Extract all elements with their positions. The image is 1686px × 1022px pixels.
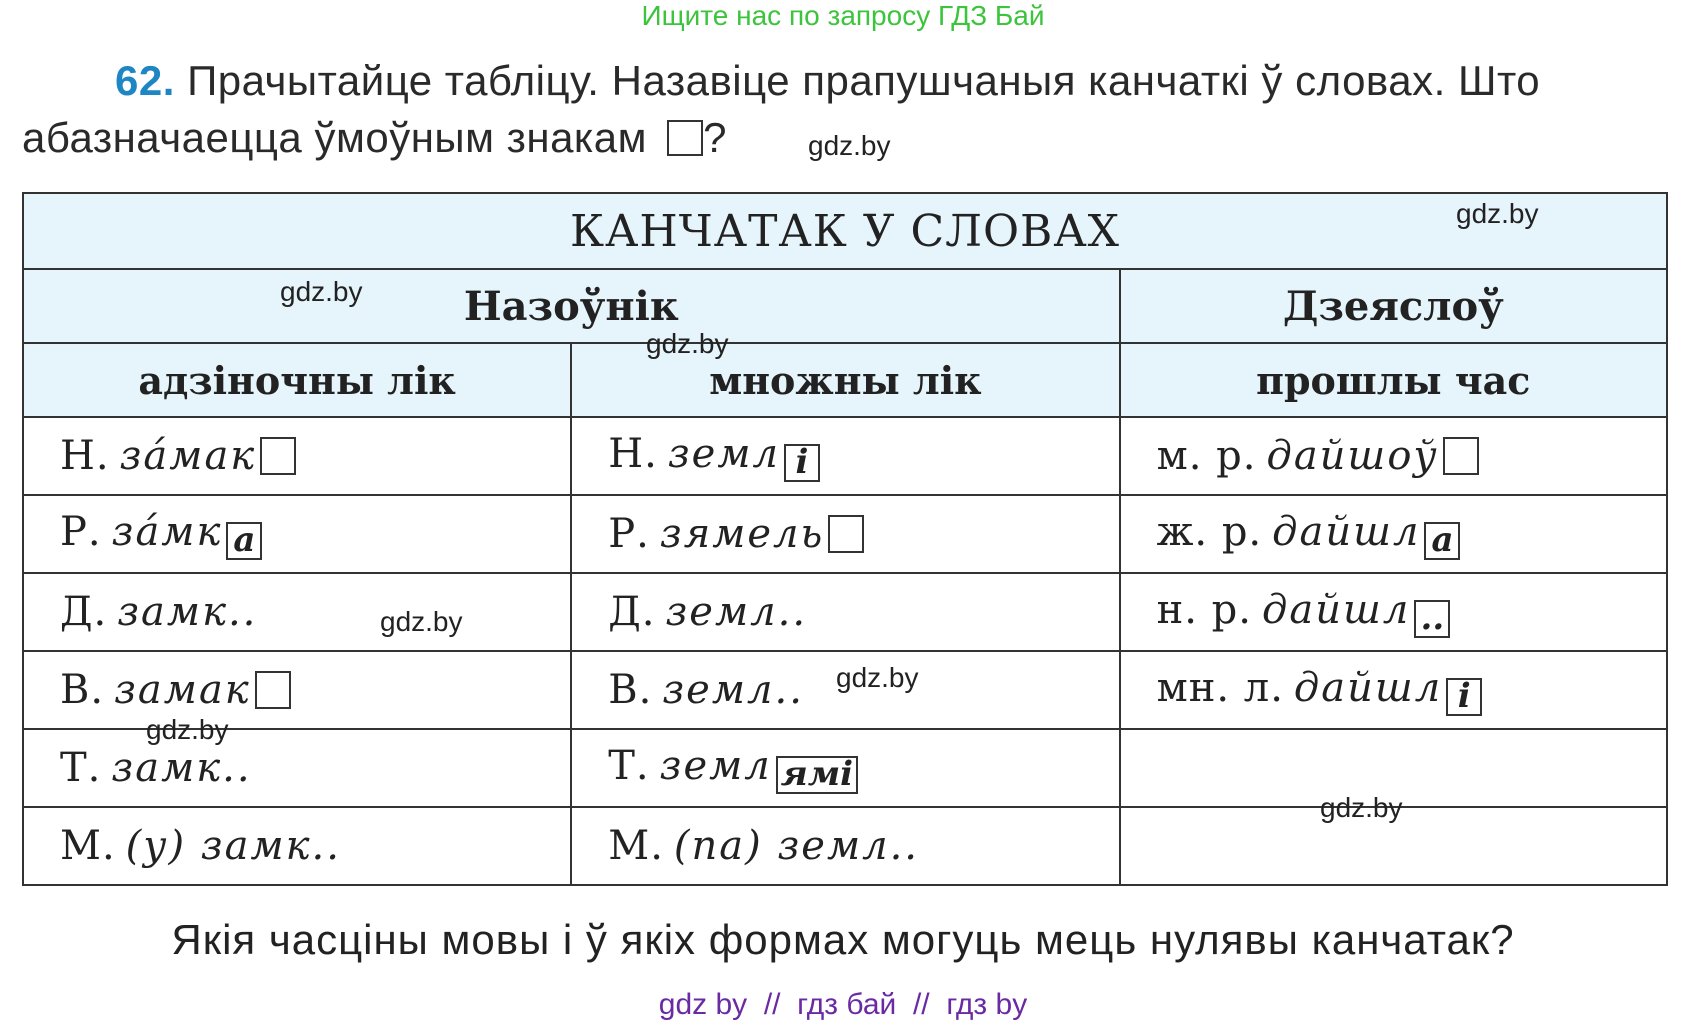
watermark: gdz.by	[836, 662, 919, 693]
gender-label: н. р.	[1156, 586, 1253, 633]
singular-header: адзіночны лік	[23, 343, 571, 417]
verb-cell	[1120, 417, 1667, 495]
plural-cell	[571, 573, 1119, 651]
case-label: Д.	[60, 589, 108, 635]
table-row	[23, 807, 1667, 885]
case-label: Т.	[60, 745, 102, 791]
singular-cell	[23, 417, 571, 495]
endings-table	[22, 192, 1668, 886]
verb-header: Дзеяслоў	[1120, 269, 1667, 343]
task-number: 62.	[115, 57, 175, 104]
table-row	[23, 573, 1667, 651]
plural-cell	[571, 807, 1119, 885]
watermark: gdz.by	[808, 130, 891, 161]
word: земл	[659, 742, 772, 789]
case-label: Н.	[60, 433, 110, 479]
case-label: Р.	[60, 508, 102, 555]
case-label: Т.	[608, 742, 650, 789]
task-text-after: ?	[703, 114, 727, 161]
noun-header: Назоўнік	[23, 269, 1120, 343]
gender-label: м. р.	[1156, 433, 1257, 479]
ending-box: а	[1424, 522, 1460, 560]
singular-cell	[23, 495, 571, 573]
word: замк..	[111, 745, 252, 791]
task-text-before: Прачытайце табліцу. Назавіце прапушчаныя канчаткі ў словах. Што абазначаецца ўмоўным знакам	[22, 57, 1541, 161]
plural-header: множны лік	[571, 343, 1119, 417]
case-label: Н.	[608, 430, 658, 477]
question-text: Якія часціны мовы і ў якіх формах могуць мець нулявы канчатак?	[171, 916, 1515, 963]
case-label: Р.	[608, 511, 650, 557]
verb-cell	[1120, 573, 1667, 651]
case-label: В.	[608, 667, 653, 713]
gender-label: ж. р.	[1156, 508, 1263, 555]
word: дайшоў	[1266, 433, 1439, 479]
watermark: gdz.by	[380, 606, 463, 637]
plural-cell	[571, 417, 1119, 495]
ending-box: ..	[1414, 600, 1450, 638]
word: дайшл	[1293, 664, 1443, 711]
case-label: Д.	[608, 589, 656, 635]
word: земл..	[665, 589, 808, 635]
verb-cell	[1120, 651, 1667, 729]
singular-cell	[23, 651, 571, 729]
case-label: М.	[608, 823, 664, 869]
gender-label: мн. л.	[1156, 664, 1284, 711]
word: за́мак	[119, 433, 257, 479]
word: за́мк	[111, 508, 223, 555]
word: земл..	[662, 667, 804, 713]
word: (па) земл..	[673, 823, 920, 869]
ending-box: і	[784, 444, 820, 482]
word: замак	[114, 667, 251, 713]
word: замк..	[117, 589, 258, 635]
singular-cell	[23, 573, 571, 651]
watermark: gdz.by	[280, 276, 363, 307]
watermark: gdz.by	[146, 714, 229, 745]
watermark: gdz.by	[1320, 792, 1403, 823]
empty-box-icon	[667, 120, 703, 156]
table-row	[23, 495, 1667, 573]
word: дайшл	[1262, 586, 1411, 633]
verb-cell	[1120, 495, 1667, 573]
ending-box	[828, 515, 864, 553]
case-label: М.	[60, 823, 116, 869]
ending-box	[1443, 437, 1479, 475]
word: дайшл	[1272, 508, 1421, 555]
singular-cell	[23, 729, 571, 807]
watermark: gdz.by	[1456, 198, 1539, 229]
ending-box: а	[226, 522, 262, 560]
table-title: КАНЧАТАК У СЛОВАХ	[23, 193, 1667, 269]
word: (у) замк..	[125, 823, 341, 869]
plural-cell	[571, 495, 1119, 573]
table-row	[23, 417, 1667, 495]
singular-cell	[23, 807, 571, 885]
word: зямель	[659, 511, 825, 557]
case-label: В.	[60, 667, 105, 713]
word: земл	[667, 430, 780, 477]
ending-box: ямі	[776, 756, 858, 794]
top-banner: Ищите нас по запросу ГДЗ Бай	[641, 0, 1045, 31]
footer-links: gdz by // гдз бай // гдз by	[658, 988, 1028, 1021]
table-row	[23, 729, 1667, 807]
ending-box	[255, 671, 291, 709]
ending-box: і	[1446, 678, 1482, 716]
past-tense-header: прошлы час	[1120, 343, 1667, 417]
plural-cell	[571, 729, 1119, 807]
watermark: gdz.by	[646, 328, 729, 359]
ending-box	[260, 437, 296, 475]
